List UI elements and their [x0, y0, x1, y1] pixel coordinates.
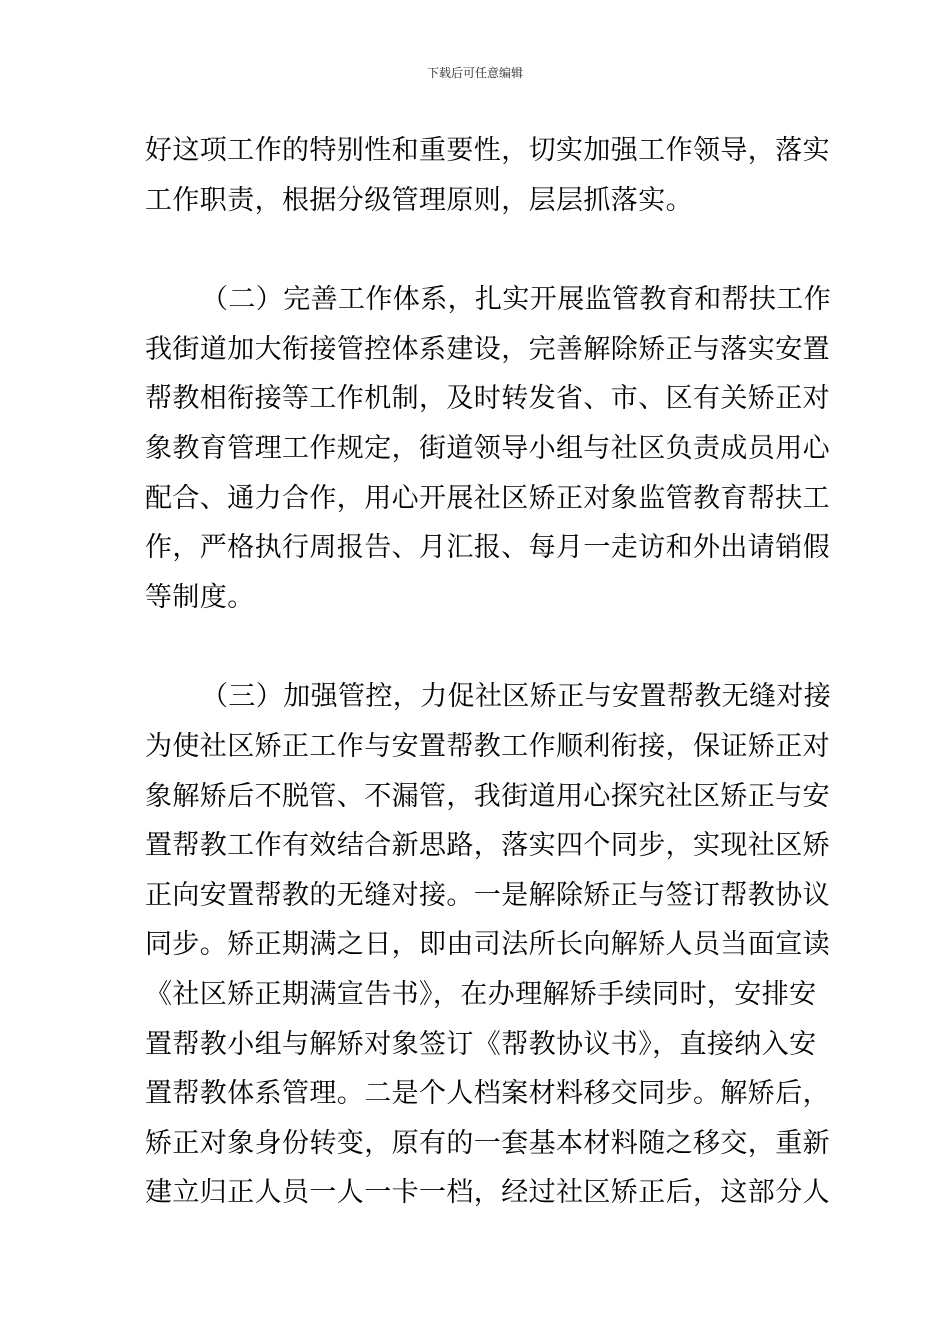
- text-line: 为使社区矫正工作与安置帮教工作顺利衔接，保证矫正对: [145, 730, 830, 762]
- section-two: [145, 275, 832, 622]
- document-body: [145, 126, 832, 1218]
- text-line: 《社区矫正期满宣告书》，在办理解矫手续同时，安排安: [145, 978, 817, 1010]
- paragraph-gap: [145, 225, 810, 275]
- section-three: [145, 672, 832, 1218]
- text-line: 矫正对象身份转变，原有的一套基本材料随之移交，重新: [145, 1127, 830, 1159]
- text-line: 等制度。: [145, 581, 255, 613]
- text-line: 同步。矫正期满之日，即由司法所长向解矫人员当面宣读: [145, 929, 830, 961]
- section-heading: （三）加强管控，力促社区矫正与安置帮教无缝对接: [201, 681, 832, 713]
- page-header: 下载后可任意编辑: [426, 66, 523, 80]
- text-line: 帮教相衔接等工作机制，及时转发省、市、区有关矫正对: [145, 383, 830, 415]
- text-line: 置帮教体系管理。二是个人档案材料移交同步。解矫后，: [145, 1078, 830, 1110]
- text-line: 建立归正人员一人一卡一档，经过社区矫正后，这部分人: [145, 1177, 830, 1209]
- text-line: 工作职责，根据分级管理原则，层层抓落实。: [145, 184, 693, 216]
- text-line: 作，严格执行周报告、月汇报、每月一走访和外出请销假: [145, 532, 830, 564]
- text-line: 我街道加大衔接管控体系建设，完善解除矫正与落实安置: [145, 333, 830, 365]
- text-line: 置帮教小组与解矫对象签订《帮教协议书》，直接纳入安: [145, 1028, 817, 1060]
- text-line: 象解矫后不脱管、不漏管，我街道用心探究社区矫正与安: [145, 780, 830, 812]
- text-line: 正向安置帮教的无缝对接。一是解除矫正与签订帮教协议: [145, 879, 830, 911]
- text-line: 置帮教工作有效结合新思路，落实四个同步，实现社区矫: [145, 830, 830, 862]
- paragraph-gap: [145, 622, 810, 672]
- text-line: 好这项工作的特别性和重要性，切实加强工作领导，落实: [145, 135, 830, 166]
- paragraph-continuation: [145, 126, 830, 225]
- text-line: 象教育管理工作规定，街道领导小组与社区负责成员用心: [145, 432, 830, 464]
- text-line: 配合、通力合作，用心开展社区矫正对象监管教育帮扶工: [145, 482, 830, 514]
- section-heading: （二）完善工作体系，扎实开展监管教育和帮扶工作: [201, 284, 832, 316]
